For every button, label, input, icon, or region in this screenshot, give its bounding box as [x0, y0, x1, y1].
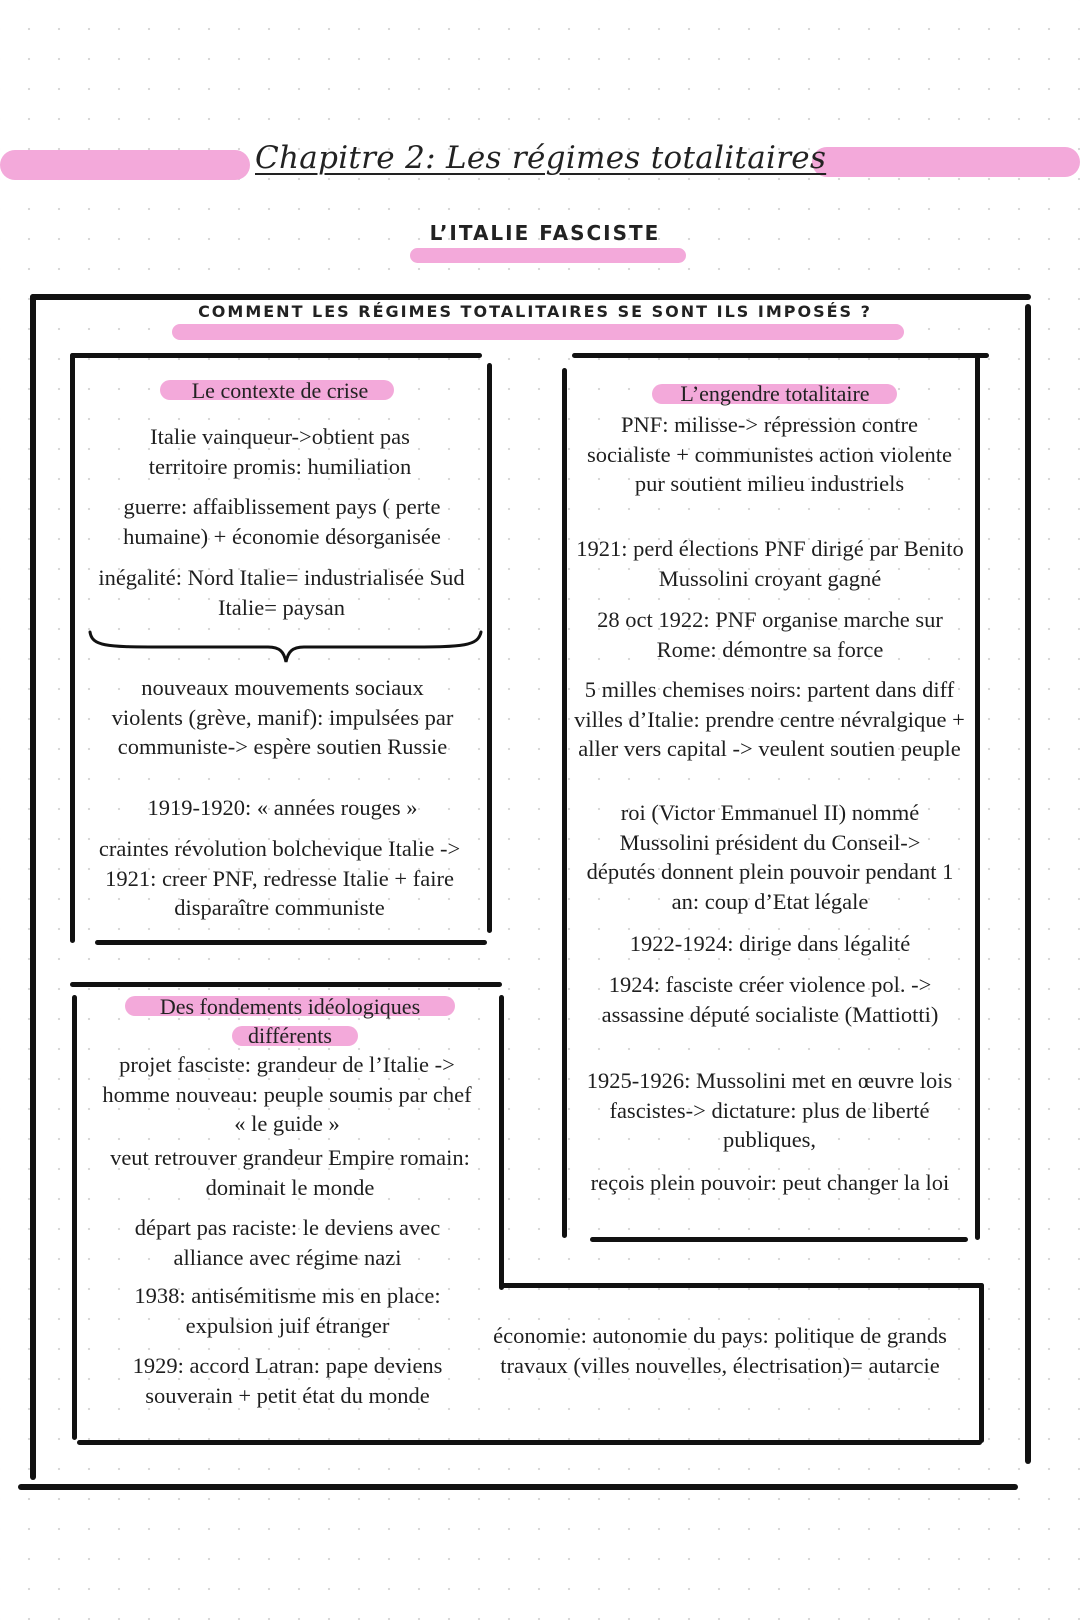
subtitle-highlight	[410, 248, 686, 263]
outer-frame-right	[1025, 304, 1031, 1464]
engendre-paragraph-1: PNF: milisse-> répression contre socialiste + communistes action violente pur soutient milieu industriels	[586, 412, 953, 496]
crise-paragraph-4: nouveaux mouvements sociaux violents (grève, manif): impulsées par communiste-> espère soutien Russie	[111, 675, 454, 759]
fondements-box-top	[70, 982, 502, 987]
engendre-paragraph-4: 5 milles chemises noirs: partent dans diff villes d’Italie: prendre centre névralgique + aller vers capital -> veulent soutien peuple	[574, 677, 965, 761]
title-highlight-left	[0, 150, 250, 180]
question-highlight	[172, 324, 904, 340]
economie-paragraph: économie: autonomie du pays: politique de grands travaux (villes nouvelles, électrisation)= autarcie	[493, 1323, 947, 1378]
fondements-paragraph-3: départ pas raciste: le deviens avec alliance avec régime nazi	[134, 1215, 441, 1270]
page-title: Chapitre 2: Les régimes totalitaires	[255, 140, 827, 176]
crise-box-bottom	[95, 940, 487, 945]
outer-frame-bottom	[18, 1484, 1018, 1490]
engendre-paragraph-9: reçois plein pouvoir: peut changer la loi	[590, 1170, 950, 1195]
fondements-paragraph-5: 1929: accord Latran: pape deviens souverain + petit état du monde	[132, 1353, 443, 1408]
crise-paragraph-2: guerre: affaiblissement pays ( perte humaine) + économie désorganisée	[123, 494, 441, 549]
crise-paragraph-5: 1919-1920: « années rouges »	[147, 795, 418, 820]
guiding-question: COMMENT LES RÉGIMES TOTALITAIRES SE SONT ILS IMPOSÉS ?	[198, 302, 872, 321]
fondements-box-left	[72, 995, 77, 1440]
fondements-paragraph-2: veut retrouver grandeur Empire romain: dominait le monde	[110, 1145, 470, 1200]
fondements-paragraph-1: projet fasciste: grandeur de l’Italie -> homme nouveau: peuple soumis par chef « le guide »	[102, 1052, 472, 1136]
crise-paragraph-3: inégalité: Nord Italie= industrialisée Sud Italie= paysan	[98, 565, 465, 620]
fondements-paragraph-4: 1938: antisémitisme mis en place: expulsion juif étranger	[134, 1283, 441, 1338]
engendre-box-top	[572, 353, 989, 358]
economie-box-right	[979, 1283, 984, 1443]
engendre-box-bottom	[590, 1237, 968, 1242]
engendre-paragraph-8: 1925-1926: Mussolini met en œuvre lois fascistes-> dictature: plus de liberté publiques,	[586, 1068, 953, 1152]
page-subtitle: L’ITALIE FASCISTE	[429, 221, 661, 245]
outer-frame-left	[30, 294, 36, 1480]
engendre-box-left	[562, 368, 567, 1238]
engendre-paragraph-3: 28 oct 1922: PNF organise marche sur Rome: démontre sa force	[597, 607, 943, 662]
engendre-title: L’engendre totalitaire	[680, 381, 870, 406]
engendre-paragraph-2: 1921: perd élections PNF dirigé par Benito Mussolini croyant gagné	[576, 536, 964, 591]
fondements-title-line-2: différents	[248, 1023, 332, 1048]
crise-paragraph-1: Italie vainqueur->obtient pas territoire promis: humiliation	[148, 424, 412, 479]
crise-box-right	[487, 363, 492, 933]
curly-brace	[88, 628, 483, 664]
fondements-box-bottom	[77, 1440, 982, 1445]
engendre-paragraph-6: 1922-1924: dirige dans légalité	[629, 931, 911, 956]
crise-box-left	[70, 353, 75, 943]
engendre-box-right	[975, 355, 980, 1240]
crise-title: Le contexte de crise	[191, 378, 369, 403]
fondements-box-divider	[499, 995, 504, 1290]
engendre-paragraph-7: 1924: fasciste créer violence pol. -> assassine député socialiste (Mattiotti)	[601, 972, 939, 1027]
economie-box-top	[499, 1283, 984, 1288]
engendre-paragraph-5: roi (Victor Emmanuel II) nommé Mussolini président du Conseil-> députés donnent plein pouvoir pendant 1 an: coup d’Etat légale	[586, 800, 954, 914]
fondements-title-line-1: Des fondements idéologiques	[159, 994, 421, 1019]
crise-box-top	[70, 353, 482, 358]
title-highlight-right	[812, 147, 1080, 177]
crise-paragraph-6: craintes révolution bolchevique Italie -> 1921: creer PNF, redresse Italie + faire disparaître communiste	[98, 836, 461, 920]
outer-frame-top	[30, 294, 1031, 300]
